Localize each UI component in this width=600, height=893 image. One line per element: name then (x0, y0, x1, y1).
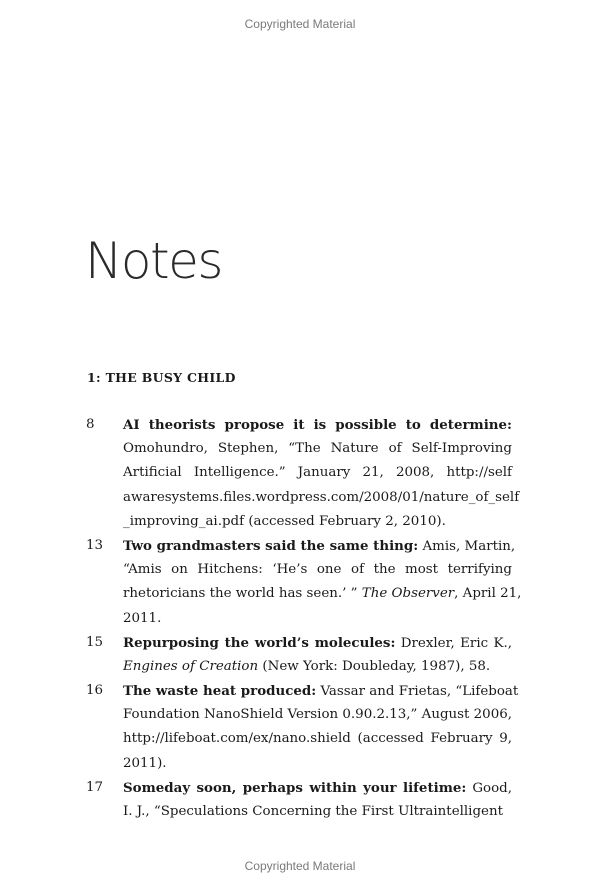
note-lead: The waste heat produced: (123, 683, 317, 700)
note-text: Drexler, Eric K., (395, 635, 512, 651)
page-title: Notes (85, 232, 222, 290)
note-line (123, 655, 512, 679)
note-line (123, 534, 516, 558)
note-lead: AI theorists propose it is possible to determine: (123, 417, 512, 433)
note-text: Vassar and Frietas, “Lifeboat (316, 684, 519, 700)
note-line (123, 679, 519, 703)
note-text: (New York: Doubleday, 1987), 58. (258, 658, 491, 674)
note-entry (0, 679, 600, 776)
note-line (123, 800, 512, 824)
note-page-number: 16 (86, 683, 104, 699)
note-page-number: 13 (86, 537, 104, 553)
note-text: I. J., “Speculations Concerning the First Ultraintelligent (123, 804, 503, 819)
note-line (123, 486, 520, 510)
note-line (123, 631, 512, 655)
note-lead: Two grandmasters said the same thing: (123, 537, 419, 554)
note-text: Amis, Martin, (418, 538, 516, 554)
note-lead: Someday soon, perhaps within your lifetime: (123, 779, 467, 796)
note-line (123, 437, 512, 461)
note-page-number: 8 (86, 417, 95, 432)
note-line (123, 582, 522, 606)
note-page-number: 15 (86, 634, 104, 650)
note-text: “Amis on Hitchens: ‘He’s one of the most terrifying (123, 562, 512, 578)
notes-list (0, 413, 600, 824)
note-text: _improving_ai.pdf (accessed February 2, 2010). (123, 513, 446, 529)
note-line (123, 776, 512, 800)
note-text: 2011. (123, 610, 162, 626)
note-line (123, 752, 512, 776)
note-lead: Repurposing the world’s molecules: (123, 634, 396, 651)
note-entry (0, 413, 600, 534)
note-line (123, 703, 512, 727)
note-line (123, 727, 512, 751)
note-text: rhetoricians the world has seen.’ ” (123, 586, 362, 602)
note-text: 2011). (123, 755, 167, 771)
note-page-number: 17 (86, 779, 104, 795)
work-title: Engines of Creation (123, 658, 259, 674)
copyright-watermark-bottom: Copyrighted Material (244, 859, 356, 873)
note-line (123, 607, 512, 631)
chapter-heading: 1: THE BUSY CHILD (87, 370, 236, 385)
note-text: , April 21, (454, 586, 522, 602)
note-text: Artificial Intelligence.” January 21, 2008, http://self (123, 465, 512, 481)
note-line (123, 413, 512, 437)
note-line (123, 558, 512, 582)
note-text: http://lifeboat.com/ex/nano.shield (accessed February 9, (123, 731, 512, 747)
work-title: The Observer (361, 586, 455, 602)
note-text: Foundation NanoShield Version 0.90.2.13,” August 2006, (123, 707, 512, 723)
note-text: Omohundro, Stephen, “The Nature of Self-Improving (123, 441, 512, 457)
note-entry (0, 631, 600, 679)
note-entry (0, 776, 600, 824)
note-line (123, 461, 512, 485)
note-text: Good, (466, 780, 512, 796)
copyright-watermark-top: Copyrighted Material (244, 17, 356, 31)
note-text: awaresystems.files.wordpress.com/2008/01/nature_of_self (123, 489, 520, 505)
note-line (123, 510, 512, 534)
note-entry (0, 534, 600, 631)
